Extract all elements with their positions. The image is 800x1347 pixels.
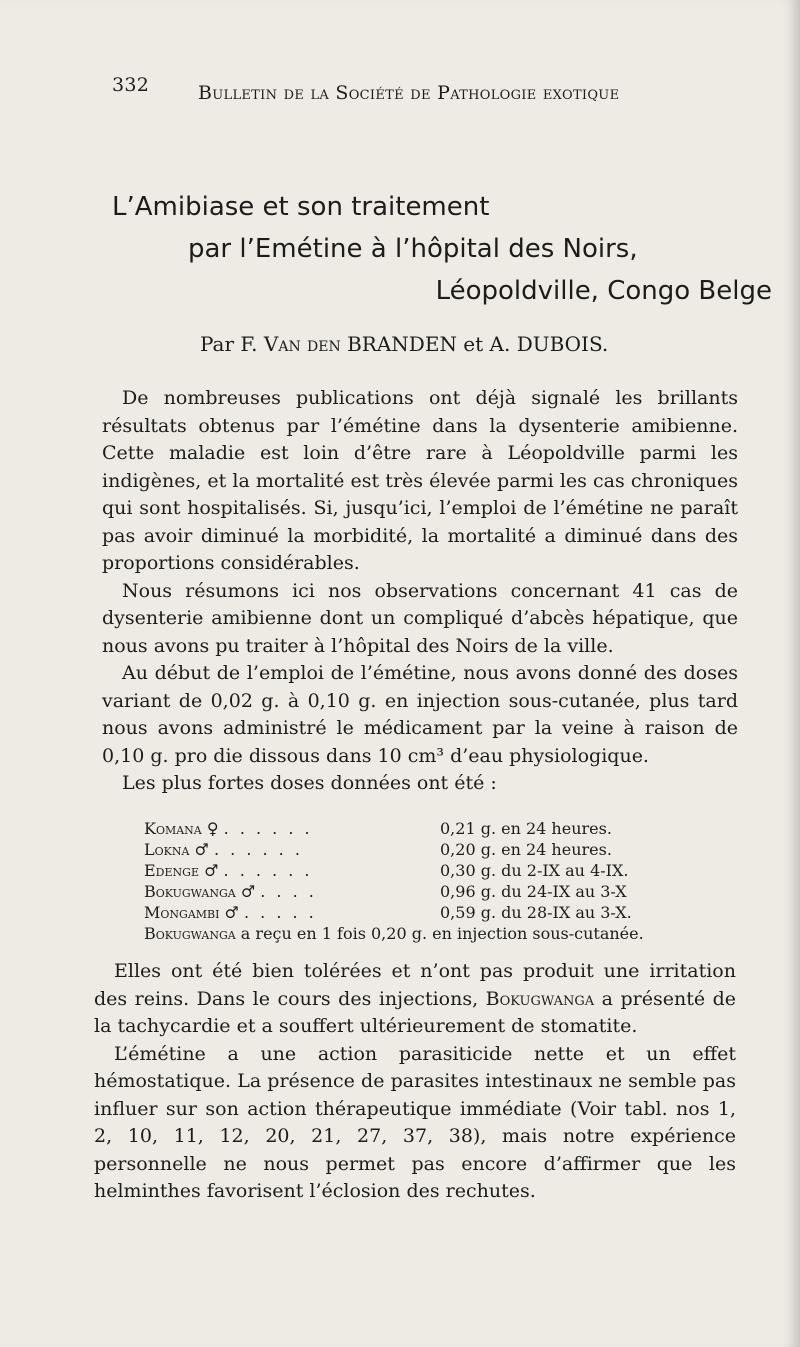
dose-row xyxy=(144,902,704,923)
dose-row xyxy=(144,818,704,839)
patient-name: Mongambi xyxy=(144,903,220,922)
paragraph: L’émétine a une action parasiticide nette et un effet hémostatique. La présence de parasites intestinaux ne semble pas influer sur son action thérapeutique immédiate (Voir tabl. nos 1, 2, 10, 11, 12, 20, 21, 27, 37, 38), mais notre expérience personnelle ne nous permet pas encore d’affirmer que les helminthes favorisent l’éclosion des rechutes. xyxy=(94,1042,736,1202)
body-text xyxy=(102,385,738,798)
sex-symbol: ♂ xyxy=(204,861,219,880)
sex-symbol: ♂ xyxy=(194,840,209,859)
paragraph xyxy=(94,958,736,1041)
authors-rest: BRANDEN et A. DUBOIS. xyxy=(340,332,609,356)
paragraph: Au début de l’emploi de l’émétine, nous avons donné des doses variant de 0,02 g. à 0,10 g. en injection sous-cutanée, plus tard nous avons administré le médicament par la veine à raison de 0,10 g. pro die dissous dans 10 cm³ d’eau physiologique. xyxy=(102,662,738,767)
dose-amount: 0,96 g. du 24-IX au 3-X xyxy=(440,882,627,901)
leader-dots: . . . . xyxy=(260,882,317,901)
sex-symbol: ♀ xyxy=(206,819,219,838)
doses-list xyxy=(144,818,704,944)
title-line-2: par l’Emétine à l’hôpital des Noirs, xyxy=(188,234,638,264)
paragraph: De nombreuses publications ont déjà signalé les brillants résultats obtenus par l’émétine dans la dysenterie amibienne. Cette maladie est loin d’être rare à Léopoldville parmi les indigènes, et la mortalité est très élevée parmi les cas chroniques qui sont hospitalisés. Si, jusqu’ici, l’emploi de l’émétine ne paraît pas avoir diminué la morbidité, la mortalité a diminué dans des proportions considérables. xyxy=(102,387,738,574)
paragraph-text: Elles ont été bien tolérées et n’ont pas produit une irritation des reins. Dans le cours des injections, xyxy=(94,960,736,1010)
authors-smallcaps: Van den xyxy=(263,332,341,356)
leader-dots: . . . . . . xyxy=(223,861,313,880)
dose-amount: 0,20 g. en 24 heures. xyxy=(440,840,612,859)
dose-row xyxy=(144,860,704,881)
patient-name: Edenge xyxy=(144,861,199,880)
paragraph-text: a présenté de la tachycardie et a souffert ultérieurement de stomatite. xyxy=(94,987,737,1037)
dose-amount: 0,59 g. du 28-IX au 3-X. xyxy=(440,903,632,922)
journal-title: Bulletin de la Société de Pathologie exotique xyxy=(198,82,620,104)
body-text-continued xyxy=(94,958,736,1206)
sex-symbol: ♂ xyxy=(224,903,239,922)
leader-dots: . . . . . . xyxy=(213,840,303,859)
dose-row xyxy=(144,839,704,860)
dose-row xyxy=(144,881,704,902)
paragraph: Nous résumons ici nos observations concernant 41 cas de dysenterie amibienne dont un compliqué d’abcès hépatique, que nous avons pu traiter à l’hôpital des Noirs de la ville. xyxy=(102,579,738,657)
authors-prefix: Par F. xyxy=(200,332,264,356)
leader-dots: . . . . . xyxy=(243,903,317,922)
paragraph: Les plus fortes doses données ont été : xyxy=(122,772,497,794)
article-title xyxy=(112,186,772,312)
dose-amount: 0,21 g. en 24 heures. xyxy=(440,819,612,838)
title-line-3: Léopoldville, Congo Belge xyxy=(435,276,772,306)
title-line-1: L’Amibiase et son traitement xyxy=(112,192,490,222)
dose-note-name: Bokugwanga xyxy=(144,924,236,943)
patient-name: Bokugwanga xyxy=(144,882,236,901)
leader-dots: . . . . . . xyxy=(223,819,313,838)
page-number: 332 xyxy=(112,74,150,96)
dose-amount: 0,30 g. du 2-IX au 4-IX. xyxy=(440,861,629,880)
dose-note xyxy=(144,923,704,944)
patient-name: Lokna xyxy=(144,840,190,859)
authors xyxy=(200,332,608,356)
sex-symbol: ♂ xyxy=(240,882,256,901)
patient-name-inline: Bokugwanga xyxy=(485,987,595,1010)
dose-note-text: a reçu en 1 fois 0,20 g. en injection sous-cutanée. xyxy=(235,924,644,943)
patient-name: Komana xyxy=(144,819,202,838)
